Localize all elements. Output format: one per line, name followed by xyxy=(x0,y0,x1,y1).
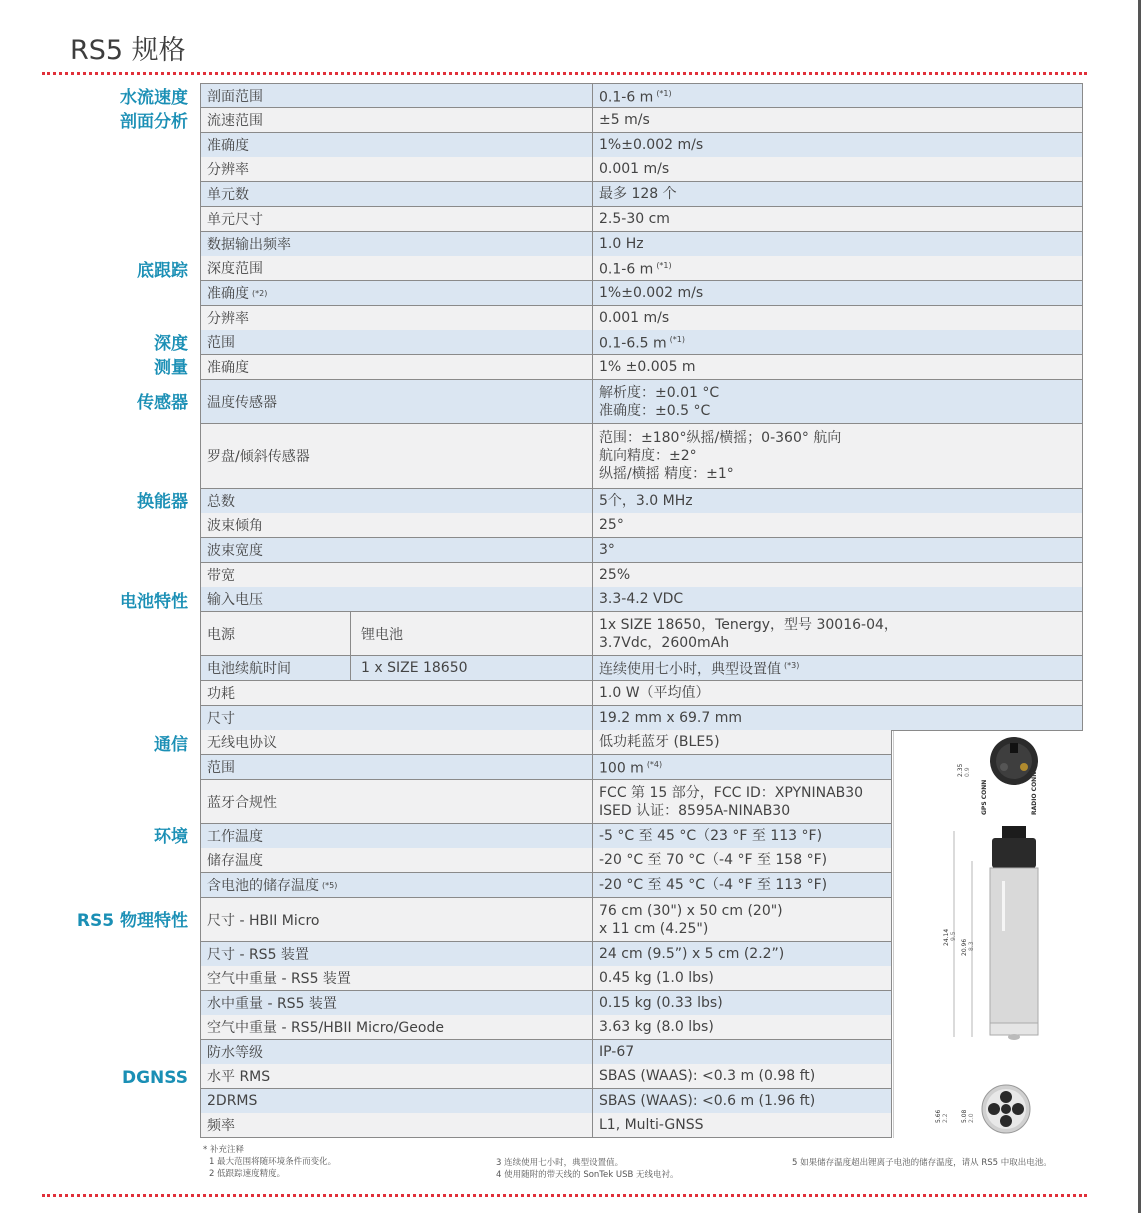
spec-row xyxy=(200,489,1083,514)
spec-label-text: 尺寸 xyxy=(207,711,235,727)
spec-value-text: 纵摇/横摇 精度：±1° xyxy=(599,466,734,482)
dim-label: 5.08 xyxy=(961,1109,968,1123)
spec-label xyxy=(200,966,592,990)
spec-value xyxy=(592,755,892,779)
footnote-ref: (*5) xyxy=(322,880,338,890)
category-label: 电池特性 xyxy=(120,592,188,612)
note-2: 2 低跟踪速度精度。 xyxy=(209,1169,286,1179)
spec-label xyxy=(200,538,592,562)
spec-value xyxy=(592,157,1083,181)
dim-label: 9.5 xyxy=(950,931,957,941)
spec-value-text: 0.15 kg (0.33 lbs) xyxy=(599,995,723,1011)
spec-value-line xyxy=(599,802,891,820)
spec-row xyxy=(200,873,892,898)
spec-value-text: -20 °C 至 70 °C（-4 °F 至 158 °F) xyxy=(599,852,828,868)
spec-label-text: 数据输出频率 xyxy=(207,237,291,253)
spec-row xyxy=(200,157,1083,182)
spec-value xyxy=(592,1089,892,1113)
spec-label xyxy=(200,1064,592,1088)
spec-value-line xyxy=(599,111,1082,129)
spec-row xyxy=(200,587,1083,612)
spec-value xyxy=(592,355,1083,379)
spec-value xyxy=(592,424,1083,488)
spec-value-text: IP-67 xyxy=(599,1044,635,1060)
spec-value xyxy=(592,563,1083,587)
note-3: 3 连续使用七小时，典型设置值。 xyxy=(496,1158,624,1168)
spec-sublabel: 1 x SIZE 18650 xyxy=(350,656,592,680)
note-5: 5 如果储存温度超出锂离子电池的储存温度，请从 RS5 中取出电池。 xyxy=(792,1158,1052,1168)
spec-label xyxy=(200,281,592,305)
spec-value-text: SBAS (WAAS): <0.6 m (1.96 ft) xyxy=(599,1093,816,1109)
spec-value xyxy=(592,1113,892,1137)
spec-label-text: 波束倾角 xyxy=(207,518,263,534)
spec-value-line xyxy=(599,733,891,751)
spec-label xyxy=(200,656,350,680)
spec-row xyxy=(200,848,892,873)
spec-label-text: 防水等级 xyxy=(207,1045,263,1061)
spec-value-line xyxy=(599,945,891,963)
spec-value-line xyxy=(599,920,891,938)
spec-value-line xyxy=(599,358,1082,376)
spec-value-text: 1x SIZE 18650，Tenergy，型号 30016-04， xyxy=(599,616,898,633)
spec-label-text: 尺寸 - HBII Micro xyxy=(207,912,320,929)
spec-label-text: 电源 xyxy=(207,626,235,643)
spec-label xyxy=(200,848,592,872)
footnote-ref: (*1) xyxy=(669,335,686,345)
spec-value-text: 1% ±0.005 m xyxy=(599,359,696,375)
spec-label-text: 准确度 xyxy=(207,360,249,376)
spec-label xyxy=(200,587,592,611)
spec-value-line xyxy=(599,516,1082,534)
spec-label xyxy=(200,380,592,423)
spec-label-text: 准确度 xyxy=(207,286,249,302)
top-divider xyxy=(42,72,1087,75)
spec-row xyxy=(200,942,892,967)
spec-row xyxy=(200,706,1083,731)
spec-label-text: 范围 xyxy=(207,760,235,776)
category-dgnss xyxy=(60,1066,188,1090)
category-label: 换能器 xyxy=(137,492,188,512)
dim-label: 5.66 xyxy=(935,1109,942,1123)
spec-value-text: 范围：±180°纵摇/横摇；0-360° 航向 xyxy=(599,430,842,446)
spec-label xyxy=(200,232,592,256)
spec-value-text: 100 m xyxy=(599,760,644,777)
spec-value-line xyxy=(599,284,1082,302)
spec-value-text: 1.0 W（平均值） xyxy=(599,685,710,701)
device-diagram xyxy=(893,731,1084,1138)
spec-value xyxy=(592,873,892,897)
category-label: DGNSS xyxy=(121,1068,188,1088)
spec-label-text: 分辨率 xyxy=(207,162,249,178)
spec-row xyxy=(200,1015,892,1040)
spec-value xyxy=(592,84,1083,107)
category-label: 底跟踪 xyxy=(137,261,188,281)
spec-label xyxy=(200,1089,592,1113)
spec-value-text: 准确度：±0.5 °C xyxy=(599,402,711,419)
spec-value-line xyxy=(599,210,1082,228)
spec-label-text: 无线电协议 xyxy=(207,735,277,751)
spec-row xyxy=(200,656,1083,681)
spec-label xyxy=(200,612,350,655)
spec-label xyxy=(200,207,592,231)
spec-row xyxy=(200,330,1083,355)
category-depth xyxy=(60,332,188,380)
spec-row xyxy=(200,1064,892,1089)
spec-label xyxy=(200,489,592,513)
category-velocity-profile xyxy=(60,86,188,134)
spec-value-text: 1.0 Hz xyxy=(599,236,644,252)
spec-value-line xyxy=(599,185,1082,203)
spec-row xyxy=(200,612,1083,656)
spec-label xyxy=(200,424,592,488)
spec-value-line xyxy=(599,902,891,920)
spec-value-text: 航向精度：±2° xyxy=(599,448,697,464)
spec-label-text: 频率 xyxy=(207,1118,235,1134)
radio-conn-label: RADIO CONN xyxy=(1031,771,1038,815)
spec-row xyxy=(200,991,892,1016)
spec-value-line xyxy=(599,429,1082,447)
spec-label-text: 输入电压 xyxy=(207,592,263,608)
spec-value xyxy=(592,824,892,848)
spec-label-text: 温度传感器 xyxy=(207,394,277,411)
spec-value-line xyxy=(599,756,891,778)
spec-value xyxy=(592,207,1083,231)
spec-value-line xyxy=(599,657,1082,679)
spec-value-text: L1, Multi-GNSS xyxy=(599,1117,704,1133)
spec-value-text: 3° xyxy=(599,542,615,558)
spec-value-line xyxy=(599,566,1082,584)
spec-value xyxy=(592,1040,892,1064)
spec-value-line xyxy=(599,331,1082,353)
dim-label: 20.96 xyxy=(961,938,968,956)
spec-row xyxy=(200,256,1083,281)
category-physical xyxy=(60,909,188,933)
spec-row xyxy=(200,182,1083,207)
spec-value xyxy=(592,898,892,941)
spec-value-line xyxy=(599,1067,891,1085)
spec-label xyxy=(200,157,592,181)
spec-label xyxy=(200,108,592,132)
spec-label-text: 功耗 xyxy=(207,686,235,702)
note-4: 4 使用随附的带天线的 SonTek USB 无线电衬。 xyxy=(496,1170,679,1180)
dim-label: 0.9 xyxy=(964,767,971,777)
footnote-ref: (*2) xyxy=(252,288,268,298)
spec-value-text: 3.3-4.2 VDC xyxy=(599,591,684,607)
spec-value-text: 解析度：±0.01 °C xyxy=(599,384,720,401)
spec-row xyxy=(200,1113,892,1138)
spec-value-line xyxy=(599,85,1082,107)
spec-value-line xyxy=(599,784,891,802)
spec-value-text: 0.1-6 m xyxy=(599,261,654,278)
category-transducer xyxy=(60,490,188,514)
spec-value xyxy=(592,681,1083,705)
category-label: 通信 xyxy=(154,735,188,755)
spec-label-text: 水中重量 - RS5 装置 xyxy=(207,996,337,1012)
spec-value-text: 最多 128 个 xyxy=(599,186,677,202)
spec-value xyxy=(592,306,1083,330)
spec-value-line xyxy=(599,136,1082,154)
spec-label xyxy=(200,824,592,848)
footnote-ref: (*1) xyxy=(656,261,672,271)
spec-value-line xyxy=(599,465,1082,483)
spec-label-text: 带宽 xyxy=(207,568,235,584)
spec-label-text: 剖面范围 xyxy=(207,88,263,105)
spec-label xyxy=(200,873,592,897)
spec-value xyxy=(592,256,1083,280)
spec-value-line xyxy=(599,257,1082,279)
footnote-ref: (*3) xyxy=(784,661,800,671)
spec-label-text: 准确度 xyxy=(207,138,249,154)
spec-row xyxy=(200,563,1083,588)
spec-label-text: 尺寸 - RS5 装置 xyxy=(207,947,309,963)
device-side-view xyxy=(954,826,1038,1040)
spec-row xyxy=(200,898,892,942)
spec-value xyxy=(592,780,892,823)
note-1: 1 最大范围将随环境条件而变化。 xyxy=(209,1157,337,1167)
spec-label xyxy=(200,991,592,1015)
spec-label xyxy=(200,563,592,587)
category-bottom-track xyxy=(60,259,188,283)
spec-value-text: 25° xyxy=(599,517,624,533)
spec-value xyxy=(592,182,1083,206)
spec-value-text: 76 cm (30") x 50 cm (20") xyxy=(599,902,783,919)
spec-value xyxy=(592,942,892,966)
spec-value xyxy=(592,1064,892,1088)
notes-col-2 xyxy=(496,1157,679,1181)
dim-label: 2.35 xyxy=(957,763,964,777)
category-environment xyxy=(60,825,188,849)
spec-label-text: 总数 xyxy=(207,494,235,510)
category-communication xyxy=(60,733,188,757)
spec-row xyxy=(200,306,1083,331)
spec-value-line xyxy=(599,1116,891,1134)
dim-label: 8.3 xyxy=(968,941,975,951)
category-label: 传感器 xyxy=(137,393,188,413)
spec-value-line xyxy=(599,235,1082,253)
spec-label xyxy=(200,1113,592,1137)
dim-label: 2.0 xyxy=(968,1113,975,1123)
spec-value-text: -5 °C 至 45 °C（23 °F 至 113 °F) xyxy=(599,828,823,844)
spec-value-text: 5个，3.0 MHz xyxy=(599,493,693,509)
spec-label-text: 单元尺寸 xyxy=(207,212,263,228)
spec-label xyxy=(200,780,592,823)
spec-value-line xyxy=(599,384,1082,402)
spec-row xyxy=(200,380,1083,424)
spec-row xyxy=(200,133,1083,158)
spec-value xyxy=(592,587,1083,611)
spec-label-text: 蓝牙合规性 xyxy=(207,794,277,811)
spec-row xyxy=(200,83,1083,108)
spec-label xyxy=(200,330,592,354)
spec-value xyxy=(592,706,1083,730)
spec-value xyxy=(592,330,1083,354)
spec-row xyxy=(200,1040,892,1065)
spec-label xyxy=(200,942,592,966)
spec-value-line xyxy=(599,402,1082,420)
spec-value xyxy=(592,656,1083,680)
spec-value-line xyxy=(599,827,891,845)
notes-header: * 补充注释 xyxy=(203,1145,244,1155)
category-label: 水流速度 剖面分析 xyxy=(120,88,188,132)
spec-value-text: 19.2 mm x 69.7 mm xyxy=(599,710,742,726)
dim-label: 24.14 xyxy=(943,928,950,946)
spec-row xyxy=(200,513,1083,538)
spec-value xyxy=(592,380,1083,423)
spec-row xyxy=(200,780,892,824)
spec-value-text: x 11 cm (4.25") xyxy=(599,920,709,937)
spec-value xyxy=(592,281,1083,305)
spec-value xyxy=(592,108,1083,132)
dim-label: 2.2 xyxy=(942,1113,949,1123)
spec-value-text: FCC 第 15 部分，FCC ID：XPYNINAB30 xyxy=(599,784,864,801)
spec-value-line xyxy=(599,1018,891,1036)
spec-value-line xyxy=(599,1092,891,1110)
footnote-ref: (*1) xyxy=(656,88,672,98)
spec-value-line xyxy=(599,541,1082,559)
spec-label xyxy=(200,1040,592,1064)
spec-label xyxy=(200,898,592,941)
spec-label xyxy=(200,755,592,779)
category-battery xyxy=(60,590,188,614)
spec-value-text: 连续使用七小时，典型设置值 xyxy=(599,661,781,678)
spec-value xyxy=(592,848,892,872)
spec-value-text: 0.1-6 m xyxy=(599,89,654,106)
spec-value-text: 2.5-30 cm xyxy=(599,211,670,227)
spec-label-text: 分辨率 xyxy=(207,311,249,327)
spec-value-line xyxy=(599,994,891,1012)
spec-label xyxy=(200,730,592,754)
spec-value-text: ISED 认证：8595A-NINAB30 xyxy=(599,802,791,819)
spec-label xyxy=(200,1015,592,1039)
spec-label xyxy=(200,513,592,537)
spec-value xyxy=(592,991,892,1015)
spec-value-line xyxy=(599,160,1082,178)
category-label: RS5 物理特性 xyxy=(76,911,188,931)
spec-value-line xyxy=(599,616,1082,634)
spec-row xyxy=(200,730,892,755)
spec-row xyxy=(200,824,892,849)
spec-value-text: 0.1-6.5 m xyxy=(599,335,667,352)
spec-label xyxy=(200,681,592,705)
spec-value-text: 1%±0.002 m/s xyxy=(599,285,704,301)
bottom-divider xyxy=(42,1194,1087,1197)
spec-label-text: 范围 xyxy=(207,335,235,351)
spec-value xyxy=(592,612,1083,655)
spec-row xyxy=(200,538,1083,563)
spec-row xyxy=(200,281,1083,306)
spec-value xyxy=(592,538,1083,562)
spec-value-text: 3.63 kg (8.0 lbs) xyxy=(599,1019,714,1035)
spec-value-line xyxy=(599,1043,891,1061)
spec-value-text: 1%±0.002 m/s xyxy=(599,137,704,153)
spec-value-line xyxy=(599,876,891,894)
spec-value-text: 3.7Vdc，2600mAh xyxy=(599,634,730,651)
spec-label-text: 深度范围 xyxy=(207,261,263,277)
spec-value-line xyxy=(599,590,1082,608)
spec-sublabel: 锂电池 xyxy=(350,612,592,655)
spec-row xyxy=(200,207,1083,232)
spec-label-text: 单元数 xyxy=(207,187,249,203)
spec-label-text: 波束宽度 xyxy=(207,543,263,559)
spec-value-line xyxy=(599,634,1082,652)
spec-label xyxy=(200,706,592,730)
page-title: RS5 规格 xyxy=(70,35,186,66)
spec-label-text: 含电池的储存温度 xyxy=(207,878,319,894)
spec-value-text: 0.001 m/s xyxy=(599,310,670,326)
spec-label-text: 2DRMS xyxy=(207,1093,258,1109)
footnote-ref: (*4) xyxy=(646,760,663,770)
spec-value xyxy=(592,513,1083,537)
spec-value-text: 0.001 m/s xyxy=(599,161,670,177)
spec-value-line xyxy=(599,309,1082,327)
spec-label xyxy=(200,84,592,107)
category-label: 深度 测量 xyxy=(154,334,188,378)
spec-value-text: SBAS (WAAS): <0.3 m (0.98 ft) xyxy=(599,1068,816,1084)
spec-row xyxy=(200,108,1083,133)
spec-label-text: 流速范围 xyxy=(207,113,263,129)
spec-value-text: 24 cm (9.5”) x 5 cm (2.2”) xyxy=(599,946,785,962)
spec-label xyxy=(200,355,592,379)
notes-col-1 xyxy=(203,1144,336,1180)
spec-value xyxy=(592,730,892,754)
spec-value-text: 0.45 kg (1.0 lbs) xyxy=(599,970,714,986)
spec-label-text: 空气中重量 - RS5 装置 xyxy=(207,971,351,987)
spec-value-text: ±5 m/s xyxy=(599,112,650,128)
category-label: 环境 xyxy=(154,827,188,847)
spec-label-text: 空气中重量 - RS5/HBII Micro/Geode xyxy=(207,1020,444,1036)
spec-row xyxy=(200,1089,892,1114)
category-sensors xyxy=(60,391,188,415)
device-bottom-view xyxy=(982,1085,1030,1133)
spec-value-line xyxy=(599,492,1082,510)
spec-value-line xyxy=(599,447,1082,465)
spec-value-line xyxy=(599,684,1082,702)
spec-label xyxy=(200,133,592,157)
spec-label xyxy=(200,256,592,280)
spec-row xyxy=(200,355,1083,380)
gps-conn-label: GPS CONN xyxy=(981,779,988,815)
spec-value xyxy=(592,133,1083,157)
spec-row xyxy=(200,424,1083,489)
spec-value-text: 25% xyxy=(599,567,631,583)
spec-label-text: 水平 RMS xyxy=(207,1069,271,1085)
spec-value xyxy=(592,966,892,990)
spec-value xyxy=(592,489,1083,513)
spec-row xyxy=(200,755,892,780)
spec-value-line xyxy=(599,969,891,987)
spec-label-text: 罗盘/倾斜传感器 xyxy=(207,449,310,465)
spec-label-text: 储存温度 xyxy=(207,853,263,869)
spec-label xyxy=(200,306,592,330)
spec-value-text: -20 °C 至 45 °C（-4 °F 至 113 °F) xyxy=(599,877,828,893)
spec-row xyxy=(200,966,892,991)
spec-value xyxy=(592,1015,892,1039)
spec-value-line xyxy=(599,851,891,869)
notes-col-3 xyxy=(792,1157,1052,1169)
spec-value-text: 低功耗蓝牙 (BLE5) xyxy=(599,734,720,750)
spec-value-line xyxy=(599,709,1082,727)
spec-row xyxy=(200,232,1083,257)
device-drawing xyxy=(894,731,1084,1138)
spec-label xyxy=(200,182,592,206)
spec-label-text: 电池续航时间 xyxy=(207,661,291,677)
spec-label-text: 工作温度 xyxy=(207,829,263,845)
spec-value xyxy=(592,232,1083,256)
spec-row xyxy=(200,681,1083,706)
